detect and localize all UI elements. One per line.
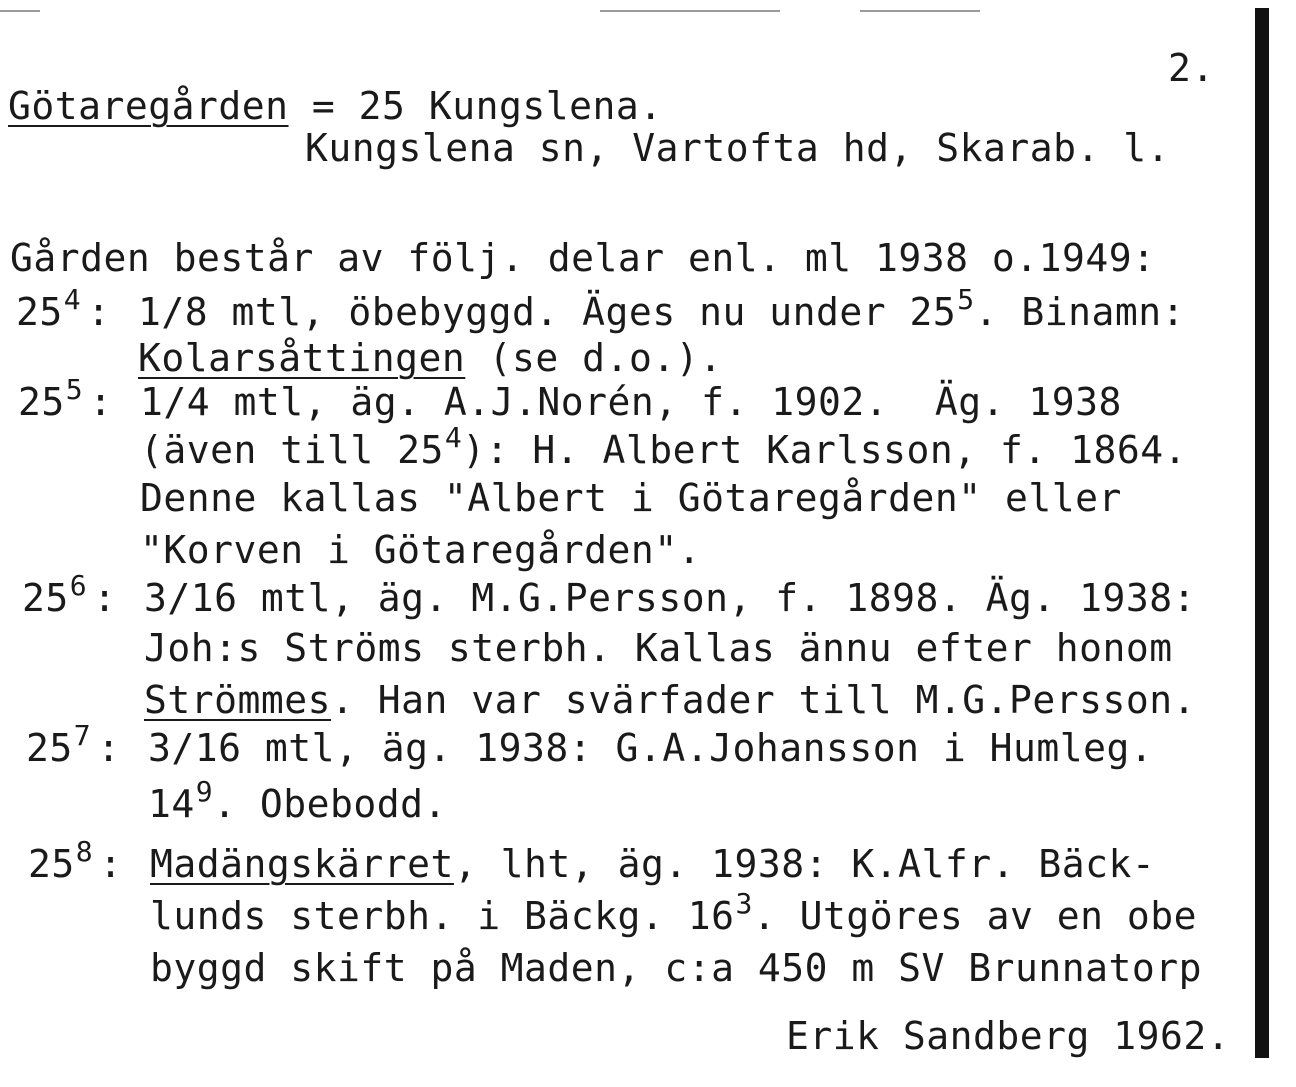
entry-subnumber: 7: [73, 719, 92, 752]
line-text: Denne kallas "Albert i Götaregården" eller: [140, 476, 1122, 520]
entry-label: [22, 569, 117, 624]
entry-line: [138, 283, 1185, 338]
entry-line: [140, 380, 1122, 424]
line-text: . Binamn:: [974, 290, 1185, 334]
superscript: 5: [957, 283, 975, 316]
line-text: (även till 25: [140, 428, 444, 472]
entry-subnumber: 6: [69, 569, 88, 602]
entry-line: [138, 336, 722, 380]
scan-speck: [600, 10, 780, 12]
entry-number: 25: [26, 726, 73, 770]
entry-line: [140, 528, 701, 572]
line-text: 3/16 mtl, äg. 1938: G.A.Johansson i Humleg.: [148, 726, 1154, 770]
line-text: 14: [148, 782, 195, 826]
entry-colon: :: [93, 576, 117, 620]
line-text: . Utgöres av en obe: [752, 894, 1197, 938]
entry-subnumber: 4: [63, 283, 82, 316]
farm-name: Götaregården: [8, 84, 289, 128]
farm-number: = 25 Kungslena.: [288, 84, 663, 128]
entry-line: [150, 887, 1197, 942]
entry-line: [144, 678, 1196, 722]
entry-number: 25: [16, 290, 63, 334]
line-text: . Han var svärfader till M.G.Persson.: [331, 678, 1197, 722]
underlined-name: Madängskärret: [150, 842, 454, 886]
scan-speck: [860, 10, 980, 12]
entry-colon: :: [97, 726, 121, 770]
underlined-name: Kolarsåttingen: [138, 336, 466, 380]
entry-colon: :: [99, 842, 123, 886]
entry-colon: :: [89, 380, 113, 424]
entry-line: [140, 476, 1122, 520]
entry-number: 25: [28, 842, 75, 886]
entry-line: [140, 421, 1187, 476]
superscript: 9: [195, 775, 214, 808]
entry-line: [148, 775, 447, 830]
entry-label: [16, 283, 111, 338]
line-text: 3/16 mtl, äg. M.G.Persson, f. 1898. Äg. 1938:: [144, 576, 1197, 620]
entry-subnumber: 8: [75, 835, 94, 868]
scan-speck: [0, 10, 40, 12]
superscript: 4: [444, 421, 463, 454]
entry-number: 25: [22, 576, 69, 620]
line-text: lunds sterbh. i Bäckg. 16: [150, 894, 735, 938]
entry-line: [150, 842, 1155, 886]
entry-number: 25: [18, 380, 65, 424]
entry-subnumber: 5: [65, 373, 84, 406]
page-number: 2.: [1168, 46, 1215, 90]
line-text: (se d.o.).: [465, 336, 723, 380]
underlined-name: Strömmes: [144, 678, 332, 722]
entry-colon: :: [87, 290, 111, 334]
line-text: byggd skift på Maden, c:a 450 m SV Brunnatorp: [150, 946, 1203, 990]
line-text: "Korven i Götaregården".: [140, 528, 702, 572]
entry-label: [28, 835, 123, 890]
card-title-line: [8, 84, 663, 128]
line-text: 1/4 mtl, äg. A.J.Norén, f. 1902. Äg. 1938: [140, 380, 1122, 424]
line-text: Joh:s Ströms sterbh. Kallas ännu efter honom: [144, 626, 1173, 670]
entry-line: [144, 576, 1196, 620]
line-text: , lht, äg. 1938: K.Alfr. Bäck-: [453, 842, 1156, 886]
line-text: ): H. Albert Karlsson, f. 1864.: [462, 428, 1187, 472]
card-edge-shadow: [1255, 8, 1269, 1058]
location-line: Kungslena sn, Vartofta hd, Skarab. l.: [305, 126, 1170, 170]
entry-label: [18, 373, 113, 428]
signature: Erik Sandberg 1962.: [786, 1014, 1231, 1058]
entry-line: [148, 726, 1153, 770]
entry-label: [26, 719, 121, 774]
line-text: 1/8 mtl, öbebyggd. Äges nu under 25: [138, 290, 957, 334]
intro-line: Gården består av följ. delar enl. ml 1938 o.1949:: [10, 236, 1156, 280]
superscript: 3: [735, 887, 753, 920]
line-text: . Obebodd.: [213, 782, 447, 826]
entry-line: [144, 626, 1173, 670]
entry-line: [150, 946, 1202, 990]
